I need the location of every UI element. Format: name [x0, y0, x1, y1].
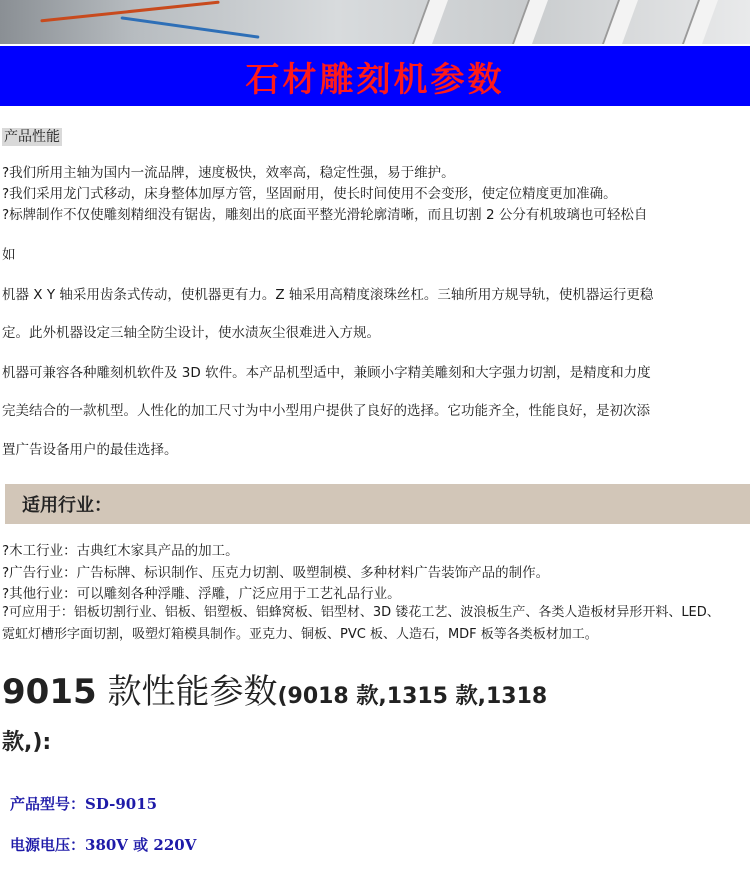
industry-line: ?可应用于：铝板切割行业、铝板、铝塑板、铝蜂窝板、铝型材、3D 镂花工艺、波浪板生产、各类人造板材异形开料、LED、 [2, 605, 720, 620]
header-photo [0, 0, 750, 44]
industry-heading: 适用行业： [22, 495, 112, 516]
model-list: (9018 款,1315 款,1318 [277, 684, 548, 709]
model-number: 9015 [2, 672, 97, 712]
performance-line: 完美结合的一款机型。人性化的加工尺寸为中小型用户提供了良好的选择。它功能齐全，性能良好，是初次添 [2, 403, 650, 419]
photo-wire [120, 16, 259, 38]
performance-line: ?标牌制作不仅使雕刻精细没有锯齿，雕刻出的底面平整光滑轮廓清晰，而且切割 2 公分有机玻璃也可轻松自 [2, 207, 648, 223]
photo-rail [682, 0, 718, 44]
performance-line: 置广告设备用户的最佳选择。 [2, 442, 178, 458]
industry-line: ?其他行业：可以雕刻各种浮雕、浮雕，广泛应用于工艺礼品行业。 [2, 586, 401, 602]
performance-line: 机器可兼容各种雕刻机软件及 3D 软件。本产品机型适中，兼顾小字精美雕刻和大字强力切割，是精度和力度 [2, 365, 651, 381]
photo-rail [512, 0, 548, 44]
performance-line: ?我们所用主轴为国内一流品牌，速度极快，效率高，稳定性强，易于维护。 [2, 165, 455, 181]
model-list-continued: 款,): [2, 730, 52, 755]
performance-line: 如 [2, 247, 16, 263]
section-label: 产品性能 [4, 129, 60, 145]
model-heading-text: 款性能参数 [96, 672, 278, 712]
industry-line: ?广告行业：广告标牌、标识制作、压克力切割、吸塑制模、多种材料广告装饰产品的制作。 [2, 565, 550, 581]
title-banner [0, 46, 750, 106]
industry-line: ?木工行业：古典红木家具产品的加工。 [2, 543, 239, 559]
performance-line: ?我们采用龙门式移动，床身整体加厚方管，坚固耐用，使长时间使用不会变形，使定位精度更加准确。 [2, 186, 617, 202]
performance-line: 定。此外机器设定三轴全防尘设计，使水渍灰尘很难进入方规。 [2, 325, 380, 341]
performance-line: 机器 X Y 轴采用齿条式传动，使机器更有力。Z 轴采用高精度滚珠丝杠。三轴所用方规导轨，使机器运行更稳 [2, 287, 654, 303]
industry-line: 霓虹灯槽形字面切割，吸塑灯箱模具制作。亚克力、铜板、PVC 板、人造石，MDF 板等各类板材加工。 [2, 627, 598, 642]
page-title: 石材雕刻机参数 [245, 59, 505, 100]
spec-model: 产品型号：SD-9015 [10, 795, 158, 813]
photo-rail [412, 0, 448, 44]
photo-rail [602, 0, 638, 44]
model-heading [2, 670, 547, 719]
industry-heading-bar [5, 484, 750, 524]
spec-voltage: 电源电压：380V 或 220V [10, 836, 197, 854]
